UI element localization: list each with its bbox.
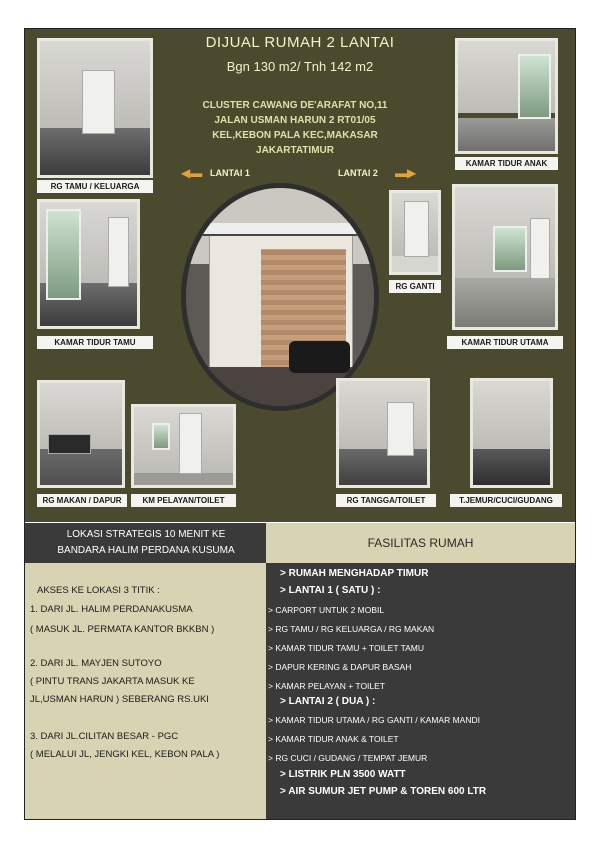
- address-line: KEL,KEBON PALA KEC,MAKASAR: [212, 130, 378, 141]
- fasilitas-air: > AIR SUMUR JET PUMP & TOREN 600 LTR: [280, 786, 487, 797]
- fasilitas-item: > RG CUCI / GUDANG / TEMPAT JEMUR: [268, 753, 428, 763]
- fasilitas-item: > DAPUR KERING & DAPUR BASAH: [268, 662, 412, 672]
- photo-rg-makan: [37, 380, 125, 488]
- floor-label-1: LANTAI 1: [210, 168, 250, 178]
- fasilitas-lantai2-heading: > LANTAI 2 ( DUA ) :: [280, 696, 376, 707]
- lokasi-heading-line: BANDARA HALIM PERDANA KUSUMA: [57, 545, 235, 556]
- caption-km-pelayan: KM PELAYAN/TOILET: [131, 494, 236, 507]
- lokasi-panel: [25, 563, 266, 819]
- photo-kamar-anak: [455, 38, 558, 154]
- fasilitas-item: > RG TAMU / RG KELUARGA / RG MAKAN: [268, 624, 435, 634]
- address-block: [165, 98, 425, 158]
- photo-kamar-tamu: [37, 199, 140, 329]
- address-line: JALAN USMAN HARUN 2 RT01/05: [214, 115, 376, 126]
- caption-kamar-anak: KAMAR TIDUR ANAK: [455, 157, 558, 170]
- caption-rg-tamu: RG TAMU / KELUARGA: [37, 180, 153, 193]
- house-facade-photo: [181, 183, 379, 411]
- fasilitas-item: > KAMAR TIDUR TAMU + TOILET TAMU: [268, 643, 425, 653]
- lokasi-intro: AKSES KE LOKASI 3 TITIK :: [37, 585, 160, 596]
- lokasi-heading: [25, 523, 267, 563]
- fasilitas-item: > KAMAR PELAYAN + TOILET: [268, 681, 385, 691]
- fasilitas-item: > KAMAR TIDUR ANAK & TOILET: [268, 734, 399, 744]
- fasilitas-menghadap: > RUMAH MENGHADAP TIMUR: [280, 568, 429, 579]
- route-line: JL,USMAN HARUN ) SEBERANG RS.UKI: [30, 694, 209, 705]
- address-line: CLUSTER CAWANG DE'ARAFAT NO,11: [202, 100, 388, 111]
- address-line: JAKARTATIMUR: [256, 145, 334, 156]
- route-line: ( MASUK JL. PERMATA KANTOR BKKBN ): [30, 624, 215, 635]
- building-land-size: Bgn 130 m2/ Tnh 142 m2: [226, 59, 374, 74]
- photo-rg-tamu: [37, 38, 153, 178]
- fasilitas-panel: [266, 563, 575, 819]
- photo-km-pelayan: [131, 404, 236, 488]
- fasilitas-listrik: > LISTRIK PLN 3500 WATT: [280, 769, 406, 780]
- photo-tempat-jemur: [470, 378, 553, 488]
- arrow-left-icon: ◀▬: [181, 166, 203, 180]
- floor-label-2: LANTAI 2: [338, 168, 378, 178]
- caption-kamar-utama: KAMAR TIDUR UTAMA: [447, 336, 563, 349]
- fasilitas-item: > CARPORT UNTUK 2 MOBIL: [268, 605, 385, 615]
- route-line: 1. DARI JL. HALIM PERDANAKUSMA: [30, 604, 193, 615]
- route-line: 2. DARI JL. MAYJEN SUTOYO: [30, 658, 162, 669]
- caption-rg-makan: RG MAKAN / DAPUR: [37, 494, 127, 507]
- caption-rg-ganti: RG GANTI: [389, 280, 441, 293]
- caption-rg-tangga: RG TANGGA/TOILET: [336, 494, 436, 507]
- arrow-right-icon: ▬▶: [395, 166, 417, 180]
- photo-kamar-utama: [452, 184, 558, 330]
- route-line: ( MELALUI JL, JENGKI KEL, KEBON PALA ): [30, 749, 220, 760]
- fasilitas-lantai1-heading: > LANTAI 1 ( SATU ) :: [280, 585, 381, 596]
- photo-rg-ganti: [389, 190, 441, 275]
- caption-tempat-jemur: T.JEMUR/CUCI/GUDANG: [450, 494, 562, 507]
- fasilitas-heading: FASILITAS RUMAH: [266, 523, 575, 563]
- route-line: 3. DARI JL.CILITAN BESAR - PGC: [30, 731, 179, 742]
- caption-kamar-tamu: KAMAR TIDUR TAMU: [37, 336, 153, 349]
- photo-rg-tangga: [336, 378, 430, 488]
- fasilitas-item: > KAMAR TIDUR UTAMA / RG GANTI / KAMAR MANDI: [268, 715, 480, 725]
- route-line: ( PINTU TRANS JAKARTA MASUK KE: [30, 676, 195, 687]
- lokasi-heading-line: LOKASI STRATEGIS 10 MENIT KE: [66, 529, 226, 540]
- listing-title: DIJUAL RUMAH 2 LANTAI: [205, 34, 395, 51]
